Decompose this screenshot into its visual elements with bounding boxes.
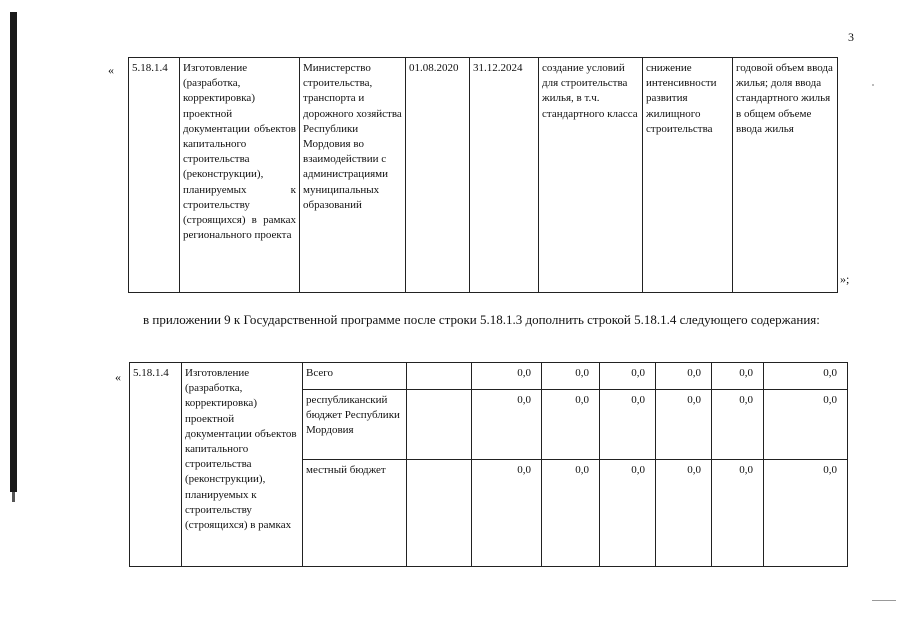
non-implementation-consequence: снижение интенсивности развития жилищного строительства bbox=[643, 58, 733, 293]
scan-edge-mark bbox=[10, 12, 17, 492]
amount-cell: 0,0 bbox=[656, 460, 712, 567]
amount-cell: 0,0 bbox=[600, 363, 656, 390]
measure-name: Изготовление (разработка, корректировка) проектной документации объектов капитального строительства (реконструкции), планируемых к строительству (строящихся) в рамках регионального проекта bbox=[180, 58, 300, 293]
funding-source: Всего bbox=[303, 363, 407, 390]
paragraph-text: в приложении 9 к Государственной программе после строки 5.18.1.3 дополнить строкой 5.18.1.4 следующего содержания: bbox=[143, 312, 820, 327]
table-row bbox=[129, 58, 838, 293]
expected-result: создание условий для строительства жилья, в т.ч. стандартного класса bbox=[539, 58, 643, 293]
scan-speck bbox=[872, 84, 874, 86]
empty-cell bbox=[407, 390, 472, 460]
closing-quote: »; bbox=[840, 272, 850, 286]
measure-name: Изготовление (разработка, корректировка) проектной документации объектов капитального строительства (реконструкции), планируемых к строительству (строящихся) в рамках bbox=[182, 363, 303, 567]
amount-cell: 0,0 bbox=[542, 390, 600, 460]
opening-quote: « bbox=[108, 63, 114, 77]
funding-source: местный бюджет bbox=[303, 460, 407, 567]
amount-cell: 0,0 bbox=[764, 390, 848, 460]
row-code: 5.18.1.4 bbox=[129, 58, 180, 293]
amount-cell: 0,0 bbox=[764, 363, 848, 390]
amount-cell: 0,0 bbox=[656, 363, 712, 390]
executor: Министерство строительства, транспорта и дорожного хозяйства Республики Мордовия во взаимодействии с администрациями муниципальных образований bbox=[300, 58, 406, 293]
end-date: 31.12.2024 bbox=[470, 58, 539, 293]
amount-cell: 0,0 bbox=[656, 390, 712, 460]
amount-cell: 0,0 bbox=[472, 363, 542, 390]
amount-cell: 0,0 bbox=[764, 460, 848, 567]
financing-table bbox=[129, 362, 848, 567]
page-number: 3 bbox=[848, 30, 854, 44]
row-code: 5.18.1.4 bbox=[130, 363, 182, 567]
indicator: годовой объем ввода жилья; доля ввода стандартного жилья в общем объеме ввода жилья bbox=[733, 58, 838, 293]
empty-cell bbox=[407, 460, 472, 567]
empty-cell bbox=[407, 363, 472, 390]
table-row bbox=[130, 363, 848, 390]
scan-edge-mark-lower bbox=[12, 492, 15, 502]
amount-cell: 0,0 bbox=[712, 390, 764, 460]
amount-cell: 0,0 bbox=[472, 460, 542, 567]
amount-cell: 0,0 bbox=[600, 460, 656, 567]
amount-cell: 0,0 bbox=[712, 363, 764, 390]
start-date: 01.08.2020 bbox=[406, 58, 470, 293]
schedule-table bbox=[128, 57, 838, 293]
body-paragraph bbox=[105, 311, 860, 329]
amount-cell: 0,0 bbox=[472, 390, 542, 460]
amount-cell: 0,0 bbox=[600, 390, 656, 460]
amount-cell: 0,0 bbox=[542, 460, 600, 567]
funding-source: республиканский бюджет Республики Мордовия bbox=[303, 390, 407, 460]
opening-quote-2: « bbox=[115, 370, 121, 384]
amount-cell: 0,0 bbox=[712, 460, 764, 567]
amount-cell: 0,0 bbox=[542, 363, 600, 390]
scan-speck bbox=[872, 600, 896, 601]
